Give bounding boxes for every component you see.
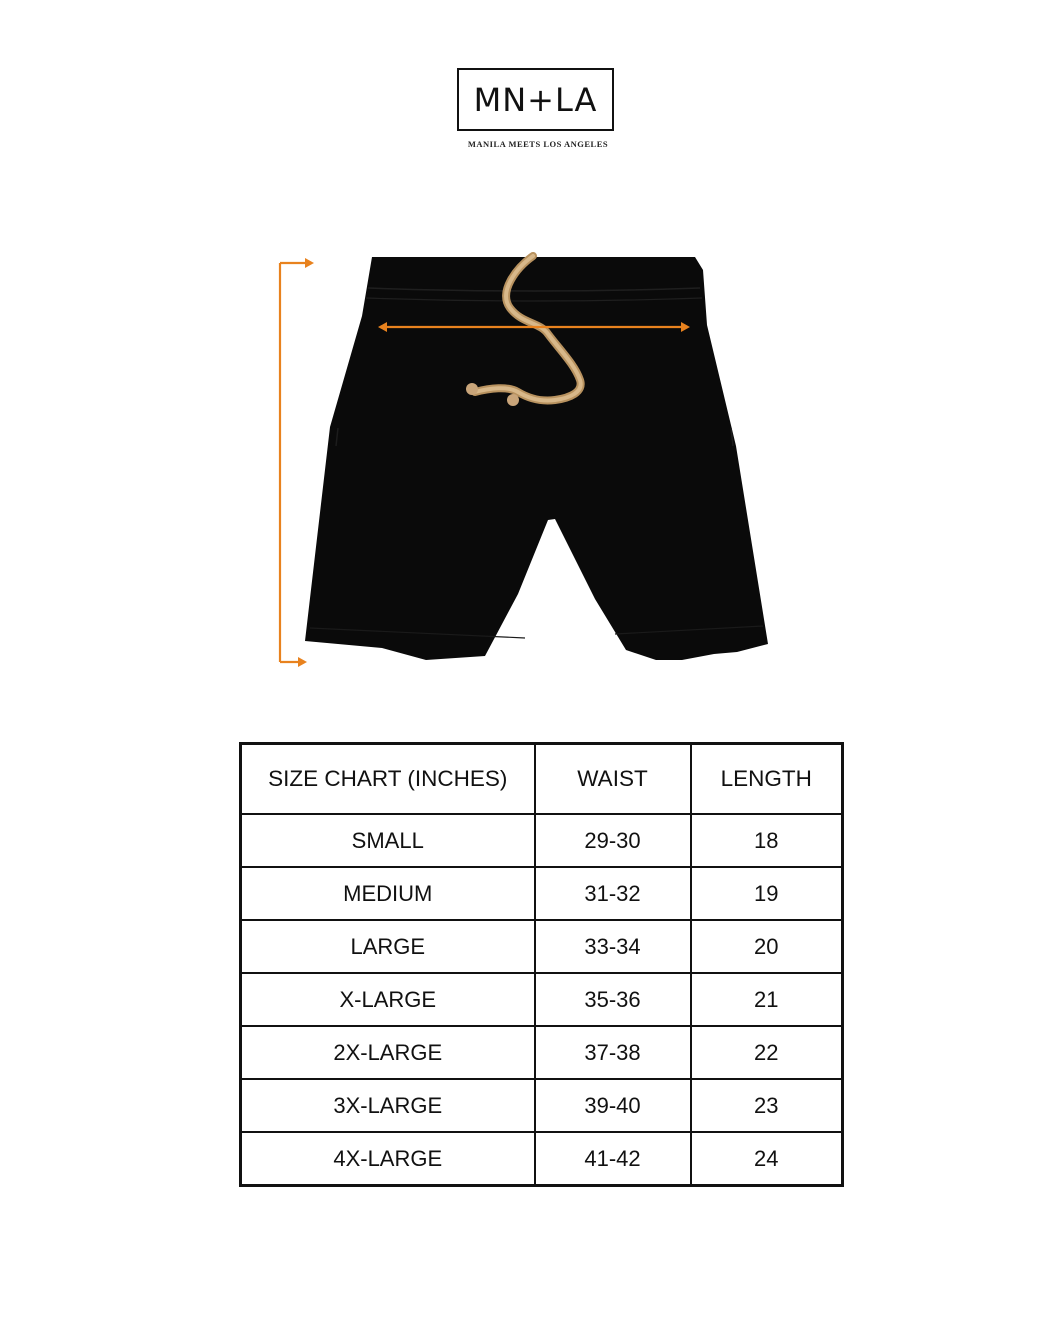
table-header-row — [241, 744, 843, 815]
size-chart-table — [239, 742, 844, 1187]
header-waist: WAIST — [535, 744, 691, 815]
waist-cell: 39-40 — [535, 1079, 691, 1132]
length-cell: 21 — [691, 973, 843, 1026]
table-row — [241, 814, 843, 867]
table-row — [241, 1026, 843, 1079]
table-row — [241, 867, 843, 920]
length-cell: 18 — [691, 814, 843, 867]
shorts-illustration — [270, 250, 800, 680]
waist-cell: 33-34 — [535, 920, 691, 973]
brand-logo — [457, 68, 614, 131]
waist-cell: 37-38 — [535, 1026, 691, 1079]
size-cell: LARGE — [241, 920, 535, 973]
length-cell: 22 — [691, 1026, 843, 1079]
length-cell: 23 — [691, 1079, 843, 1132]
waist-cell: 35-36 — [535, 973, 691, 1026]
size-cell: MEDIUM — [241, 867, 535, 920]
table-row — [241, 1079, 843, 1132]
table-row — [241, 920, 843, 973]
length-cell: 20 — [691, 920, 843, 973]
header-length: LENGTH — [691, 744, 843, 815]
size-cell: X-LARGE — [241, 973, 535, 1026]
header-size: SIZE CHART (INCHES) — [241, 744, 535, 815]
table-row — [241, 973, 843, 1026]
shorts-garment-icon — [305, 257, 768, 660]
logo-text: MN+LA — [473, 80, 598, 119]
waist-cell: 29-30 — [535, 814, 691, 867]
table-row — [241, 1132, 843, 1186]
brand-tagline: MANILA MEETS LOS ANGELES — [467, 139, 609, 149]
length-cell: 24 — [691, 1132, 843, 1186]
length-cell: 19 — [691, 867, 843, 920]
size-cell: 3X-LARGE — [241, 1079, 535, 1132]
waist-cell: 41-42 — [535, 1132, 691, 1186]
size-cell: 2X-LARGE — [241, 1026, 535, 1079]
size-cell: SMALL — [241, 814, 535, 867]
waist-cell: 31-32 — [535, 867, 691, 920]
length-measure-icon — [280, 258, 314, 667]
size-cell: 4X-LARGE — [241, 1132, 535, 1186]
